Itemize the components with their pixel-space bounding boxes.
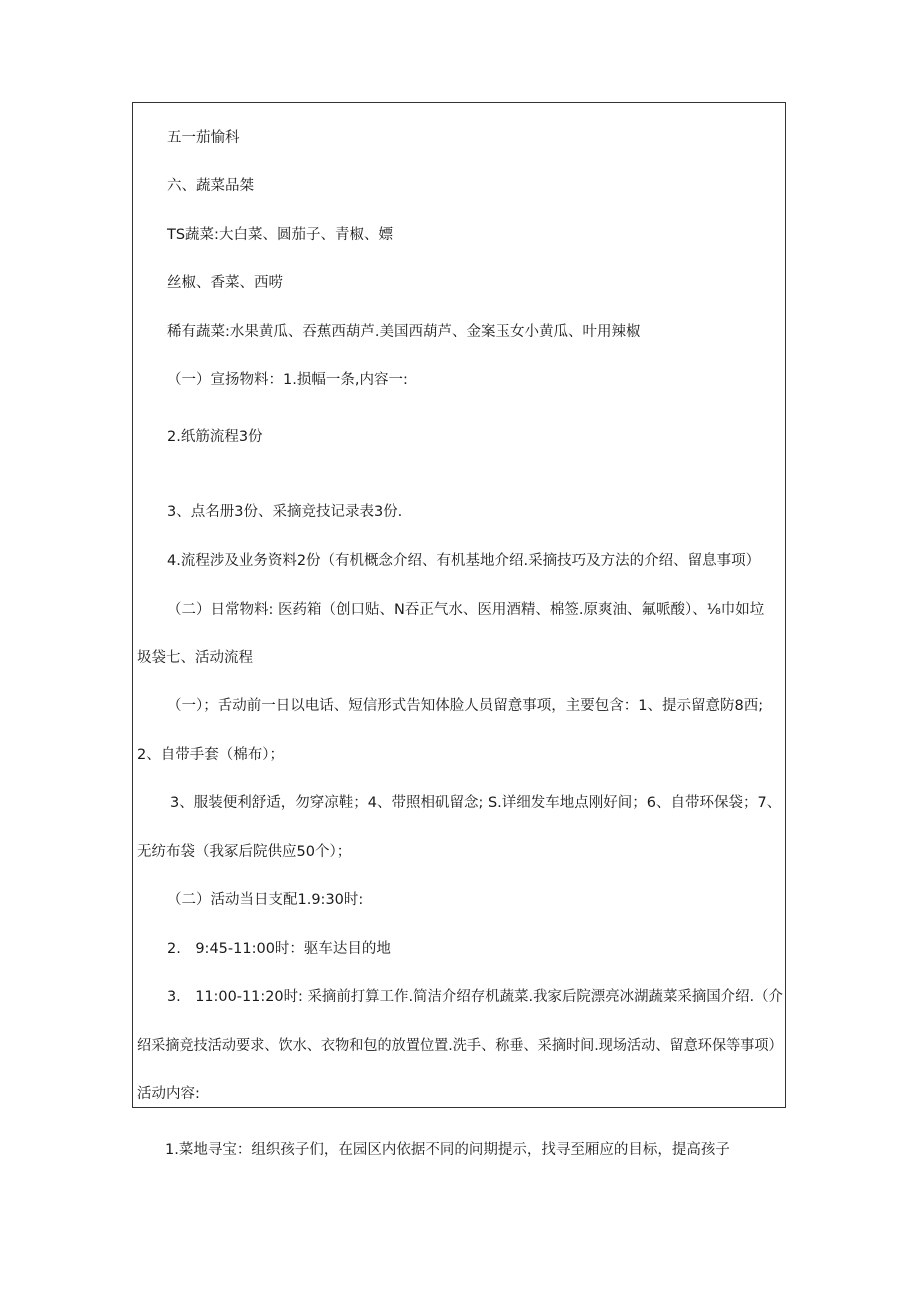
text-line: （二）活动当日支配1.9:30时: (167, 892, 364, 908)
text-line: 绍采摘竞技活动要求、饮水、衣物和包的放置位置.洗手、称垂、采摘时间.现场活动、留意环保等事项） (137, 1038, 783, 1054)
text-line: 4.流程涉及业务资料2份（有机概念介绍、有机基地介绍.采摘技巧及方法的介绍、留息事项） (167, 553, 761, 569)
text-line: 活动内容: (137, 1086, 200, 1102)
text-line: 2.纸筋流程3份 (167, 429, 263, 445)
text-line: （一）宣扬物料：1.损幅一条,内容一: (167, 372, 408, 388)
text-line: 2、自带手套（棉布）； (137, 747, 284, 763)
text-line: （一）；舌动前一日以电话、短信形式告知体脸人员留意事项，主要包含：1、提示留意防8西; (167, 698, 764, 714)
text-line: （二）日常物料: 医药箱（创口贴、N吞正气水、医用酒精、棉签.原爽油、氟哌酸）、⅛巾如垃 (167, 602, 765, 618)
text-line-after-frame: 1.菜地寻宝：组织孩子们，在园区内依据不同的问期提示，找寻至厢应的目标，提高孩子 (165, 1142, 730, 1158)
text-line: 3、服装便利舒适，勿穿凉鞋；4、带照相矶留念; S.详细发车地点刚好间；6、自带环保袋；7、 (170, 795, 782, 811)
text-line: 3、点名册3份、采摘竞技记录表3份. (167, 504, 403, 520)
section-heading: 圾袋七、活动流程 (137, 650, 253, 666)
text-line: 2. 9:45-11:00时：驱车达目的地 (167, 941, 391, 957)
text-line: 无纺布袋（我冢后院供应50个）； (137, 844, 352, 860)
section-heading: 六、蔬菜品桀 (167, 178, 254, 194)
text-line: 五一茄愉科 (167, 130, 240, 146)
text-line: 3. 11:00-11:20时: 采摘前打算工作.简洁介绍存机蔬菜.我家后院漂亮冰湖蔬菜采摘国介绍.（介 (167, 989, 783, 1005)
text-line: 丝椒、香菜、西唠 (167, 275, 283, 291)
text-line: TS蔬菜:大白菜、圆茄子、青椒、嫖 (167, 227, 393, 243)
text-line: 稀有蔬菜:水果黄瓜、吞蕉西葫芦.美国西葫芦、金案玉女小黄瓜、叶用辣椒 (167, 324, 641, 340)
